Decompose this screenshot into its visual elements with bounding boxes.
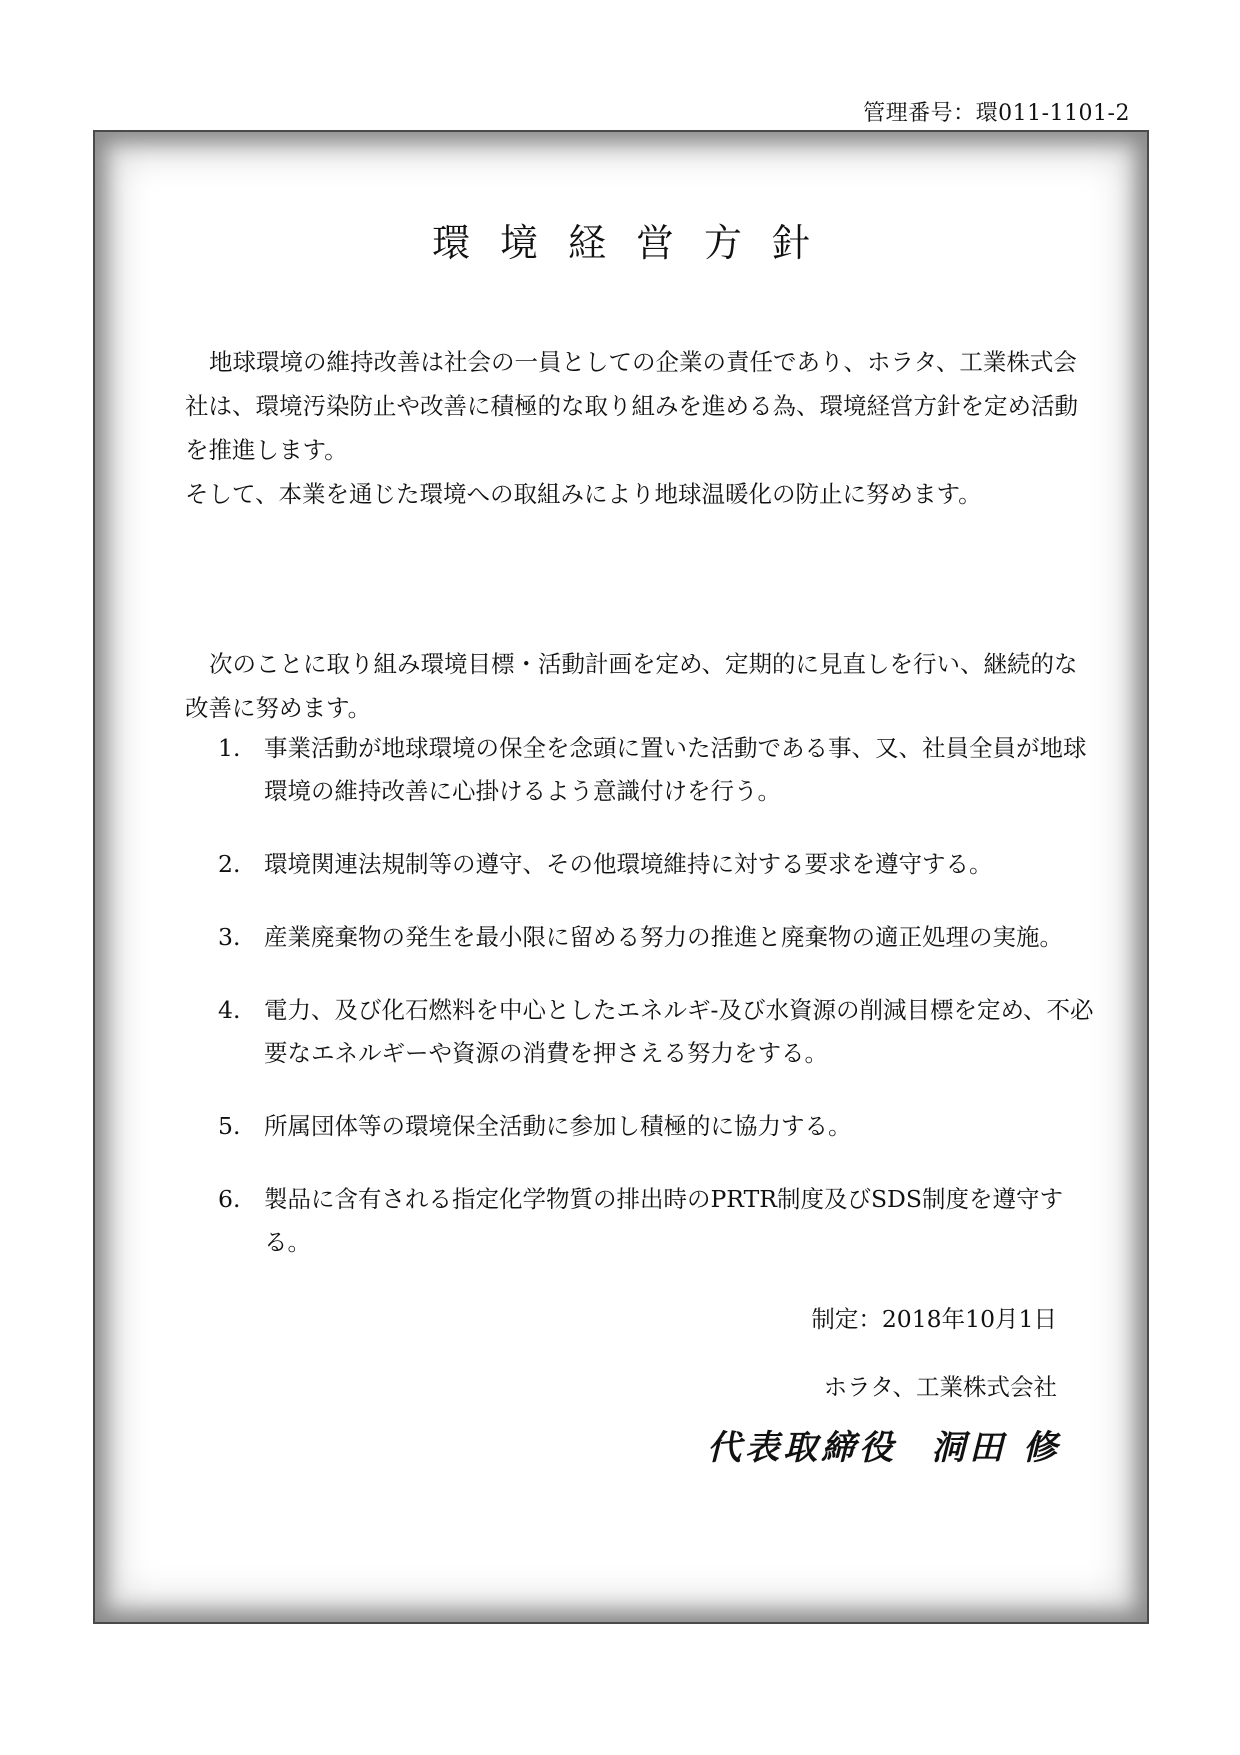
item-number: 4. [218,996,241,1024]
intro-line-1: 地球環境の維持改善は社会の一員としての企業の責任であり、ホラタ、工業株式会社は、環境汚染防止や改善に積極的な取り組みを進める為、環境経営方針を定め活動を推進します。 [185,348,1078,464]
item-text: 所属団体等の環境保全活動に参加し積極的に協力する。 [264,1112,852,1140]
page-title: 環境経営方針 [431,221,840,265]
item-text: 環境関連法規制等の遵守、その他環境維持に対する要求を遵守する。 [264,850,993,878]
intro-line-2: そして、本業を通じた環境への取組みにより地球温暖化の防止に努めます。 [185,480,982,508]
policy-frame [93,130,1149,1624]
list-item [218,1178,1098,1264]
item-number: 3. [218,923,241,951]
item-number: 6. [218,1185,241,1213]
item-text: 産業廃棄物の発生を最小限に留める努力の推進と廃棄物の適正処理の実施。 [264,923,1063,951]
item-number: 2. [218,850,241,878]
list-item [218,727,1098,813]
item-text: 製品に含有される指定化学物質の排出時のPRTR制度及びSDS制度を遵守する。 [264,1185,1063,1256]
list-item [218,1105,1098,1148]
item-number: 1. [218,734,241,762]
lead-paragraph [185,642,1085,730]
item-number: 5. [218,1112,241,1140]
list-item [218,843,1098,886]
enacted-date: 制定：2018年10月1日 [811,1305,1057,1333]
item-text: 電力、及び化石燃料を中心としたエネルギ-及び水資源の削減目標を定め、不必要なエネルギーや資源の消費を押さえる努力をする。 [264,996,1094,1067]
company-name: ホラタ、工業株式会社 [823,1373,1057,1401]
lead-text: 次のことに取り組み環境目標・活動計画を定め、定期的に見直しを行い、継続的な改善に努めます。 [185,650,1078,722]
policy-list [218,727,1098,1294]
management-number: 管理番号：環011-1101-2 [863,101,1130,126]
signature [707,1420,1061,1469]
intro-paragraph [185,340,1085,516]
signatory-title: 代表取締役 [707,1428,898,1468]
signatory-name: 洞田 修 [931,1428,1061,1468]
item-text: 事業活動が地球環境の保全を念頭に置いた活動である事、又、社員全員が地球環境の維持改善に心掛けるよう意識付けを行う。 [264,734,1087,805]
list-item [218,916,1098,959]
list-item [218,989,1098,1075]
